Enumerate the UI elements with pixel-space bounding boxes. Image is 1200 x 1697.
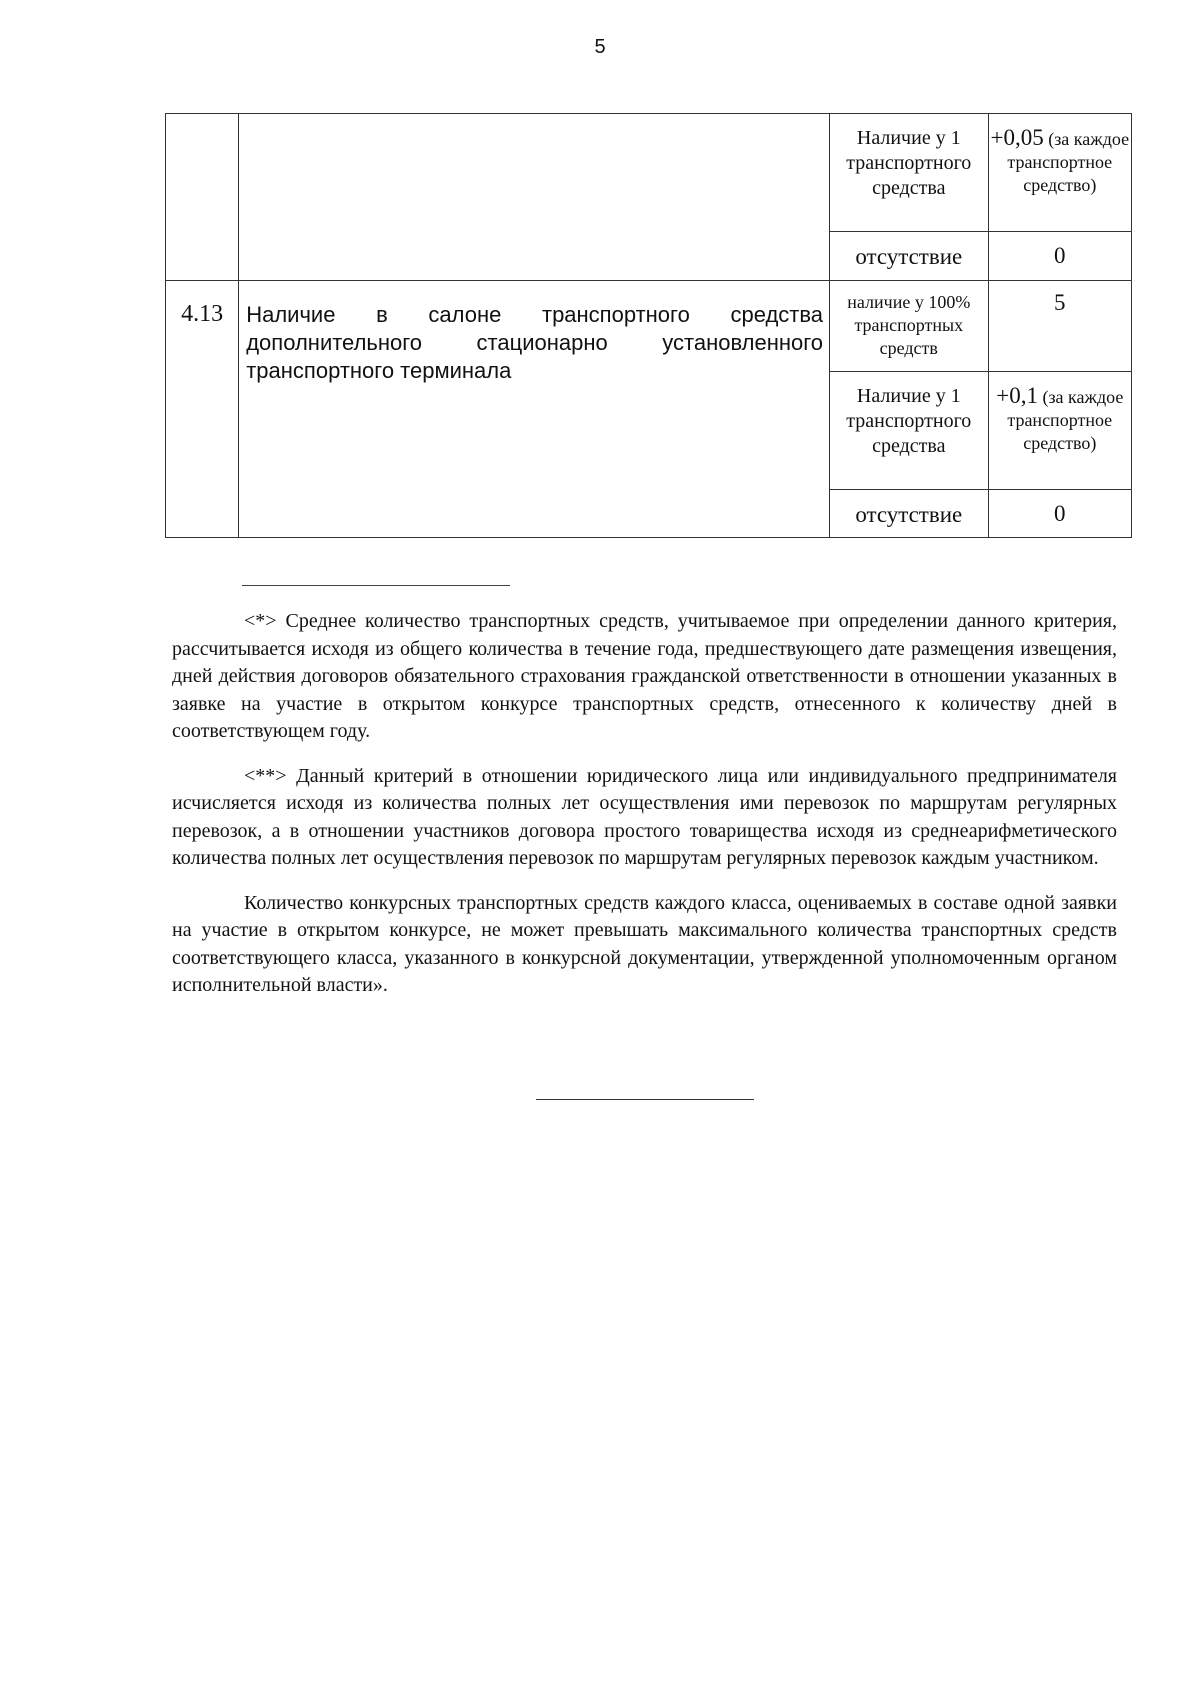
- score-value: +0,05: [990, 125, 1044, 150]
- criterion-description: Наличие в салоне транспортного средства дополнительного стационарно установленного транспортного терминала: [239, 281, 830, 538]
- score-cell: [988, 114, 1131, 232]
- condition-cell: [830, 114, 988, 232]
- condition-text: Наличие у 1 транспортного средства: [846, 127, 972, 199]
- score-cell: [988, 232, 1131, 281]
- condition-text: отсутствие: [855, 244, 963, 269]
- score-cell: [988, 372, 1131, 490]
- score-note: (за каждое транспортное средство): [1007, 129, 1130, 195]
- score-value: 0: [1054, 243, 1066, 268]
- criterion-number: 4.13: [166, 281, 239, 538]
- criteria-table: [165, 113, 1132, 538]
- score-cell: [988, 490, 1131, 538]
- condition-cell: [830, 490, 988, 538]
- footnote-double-star: <**> Данный критерий в отношении юридического лица или индивидуального предпринимателя исчисляется исходя из количества полных лет осуществления ими перевозок по маршрутам регулярных перевозок, а в отношении участников договора простого товарищества исходя из среднеарифметического количества полных лет осуществления перевозок по маршрутам регулярных перевозок каждым участником.: [172, 764, 1117, 869]
- condition-cell: [830, 232, 988, 281]
- score-value: 0: [1054, 501, 1066, 526]
- condition-text: отсутствие: [855, 502, 963, 527]
- condition-cell: [830, 372, 988, 490]
- condition-cell: [830, 281, 988, 372]
- criterion-description-cell: [239, 114, 830, 281]
- page-number: 5: [594, 36, 606, 58]
- end-rule: [536, 1099, 754, 1100]
- footnote-separator: [242, 585, 510, 586]
- score-cell: [988, 281, 1131, 372]
- table-row: [166, 114, 1132, 232]
- table-row: [166, 281, 1132, 372]
- score-value: 5: [1054, 290, 1066, 315]
- footnote-single-star: <*> Среднее количество транспортных средств, учитываемое при определении данного критерия, рассчитывается исходя из общего количества в течение года, предшествующего дате размещения извещения, дней действия договоров обязательного страхования гражданской ответственности в отношении указанных в заявке на участие в открытом конкурсе транспортных средств, отнесенного к количеству дней в соответствующем году.: [172, 610, 1117, 742]
- criterion-number-cell: [166, 114, 239, 281]
- closing-paragraph: Количество конкурсных транспортных средств каждого класса, оцениваемых в составе одной заявки на участие в открытом конкурсе, не может превышать максимального количества транспортных средств соответствующего класса, указанного в конкурсной документации, утвержденной уполномоченным органом исполнительной власти».: [172, 891, 1117, 996]
- condition-text: Наличие у 1 транспортного средства: [846, 385, 972, 457]
- score-note: (за каждое транспортное средство): [1007, 387, 1124, 453]
- footnotes: [172, 608, 1117, 1017]
- condition-text: наличие у 100% транспортных средств: [847, 292, 971, 358]
- score-value: +0,1: [996, 383, 1038, 408]
